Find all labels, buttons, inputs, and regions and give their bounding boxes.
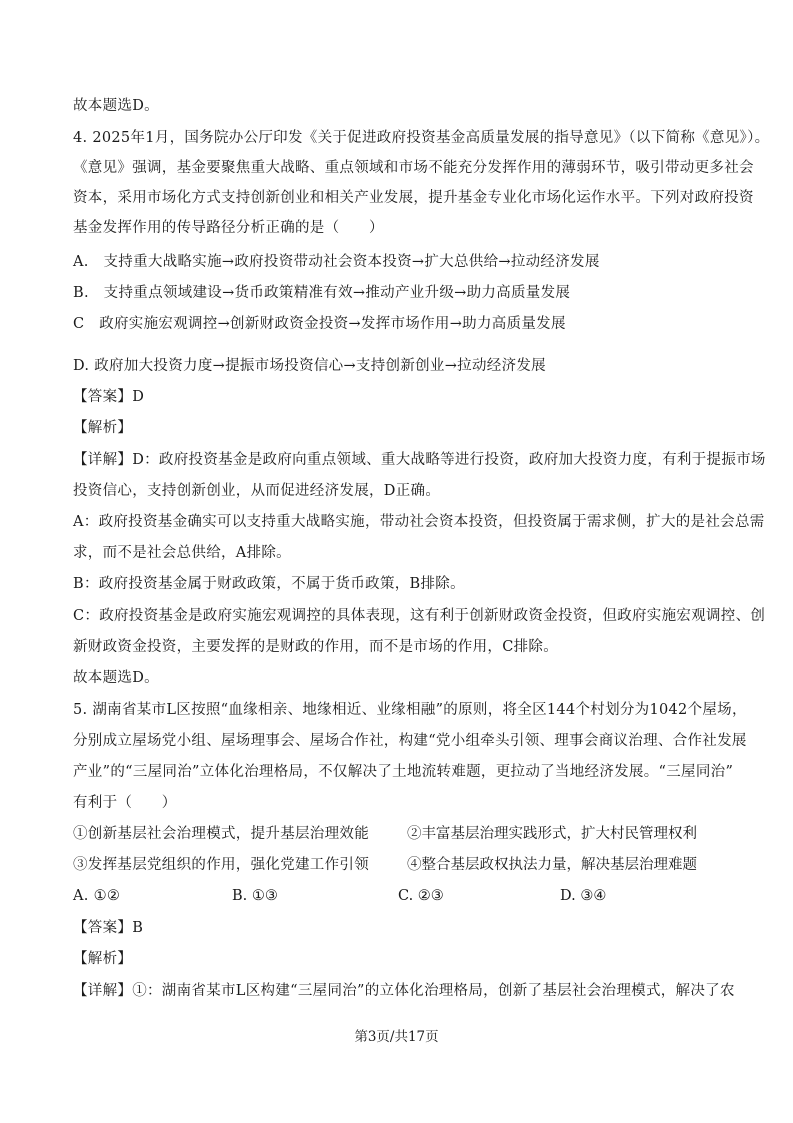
answer-label: 【答案】B xyxy=(73,920,144,936)
question-5-stem: 分别成立屋场党小组、屋场理事会、屋场合作社，构建“党小组牵头引领、理事会商议治理、合作社发展 xyxy=(73,733,747,749)
explanation-line: 投资信心，支持创新创业，从而促进经济发展，D正确。 xyxy=(73,483,441,499)
choice-c: C. ②③ xyxy=(398,888,444,904)
explanation-line: A：政府投资基金确实可以支持重大战略实施，带动社会资本投资，但投资属于需求侧，扩大的是社会总需 xyxy=(73,514,765,530)
question-5-stem: 产业”的“三屋同治”立体化治理格局，不仅解决了土地流转难题，更拉动了当地经济发展。“三屋同治” xyxy=(73,764,734,780)
explanation-line: 【详解】①：湖南省某市L区构建“三屋同治”的立体化治理格局，创新了基层社会治理模式，解决了农 xyxy=(73,983,735,999)
option-c: C 政府实施宏观调控→创新财政资金投资→发挥市场作用→助力高质量发展 xyxy=(73,316,566,332)
question-5-stem: 有利于（ ） xyxy=(73,795,177,811)
text-line: 故本题选D。 xyxy=(73,670,159,686)
explanation-line: C：政府投资基金是政府实施宏观调控的具体表现，这有利于创新财政资金投资，但政府实施宏观调控、创 xyxy=(73,608,766,624)
explanation-line: B：政府投资基金属于财政政策，不属于货币政策，B排除。 xyxy=(73,576,465,592)
analysis-label: 【解析】 xyxy=(73,951,133,967)
explanation-line: 【详解】D：政府投资基金是政府向重点领域、重大战略等进行投资，政府加大投资力度，有利于提振市场 xyxy=(73,452,766,468)
statement-3: ③发挥基层党组织的作用，强化党建工作引领 xyxy=(73,857,369,873)
page-footer: 第3页/共17页 xyxy=(354,1029,439,1045)
statement-4: ④整合基层政权执法力量，解决基层治理难题 xyxy=(407,857,697,873)
statement-1: ①创新基层社会治理模式，提升基层治理效能 xyxy=(73,826,369,842)
choice-d: D. ③④ xyxy=(560,888,607,904)
answer-label: 【答案】D xyxy=(73,389,145,405)
option-d: D. 政府加大投资力度→提振市场投资信心→支持创新创业→拉动经济发展 xyxy=(73,358,546,374)
explanation-line: 求，而不是社会总供给，A排除。 xyxy=(73,545,291,561)
question-4-stem: 基金发挥作用的传导路径分析正确的是（ ） xyxy=(73,220,384,236)
question-4-stem: 《意见》强调，基金要聚焦重大战略、重点领域和市场不能充分发挥作用的薄弱环节，吸引带动更多社会 xyxy=(73,160,754,176)
question-5-stem: 5. 湖南省某市L区按照“血缘相亲、地缘相近、业缘相融”的原则，将全区144个村划分为1042个屋场， xyxy=(73,702,747,718)
option-a: A. 支持重大战略实施→政府投资带动社会资本投资→扩大总供给→拉动经济发展 xyxy=(73,254,600,270)
statement-2: ②丰富基层治理实践形式，扩大村民管理权利 xyxy=(407,826,697,842)
text-line: 故本题选D。 xyxy=(73,98,159,114)
question-4-stem: 4. 2025年1月，国务院办公厅印发《关于促进政府投资基金高质量发展的指导意见》（以下简称《意见》）。 xyxy=(73,130,770,146)
choice-a: A. ①② xyxy=(73,888,121,904)
option-b: B. 支持重点领域建设→货币政策精准有效→推动产业升级→助力高质量发展 xyxy=(73,285,571,301)
question-4-stem: 资本，采用市场化方式支持创新创业和相关产业发展，提升基金专业化市场化运作水平。下列对政府投资 xyxy=(73,190,754,206)
explanation-line: 新财政资金投资，主要发挥的是财政的作用，而不是市场的作用，C排除。 xyxy=(73,639,558,655)
analysis-label: 【解析】 xyxy=(73,420,133,436)
choice-b: B. ①③ xyxy=(232,888,278,904)
